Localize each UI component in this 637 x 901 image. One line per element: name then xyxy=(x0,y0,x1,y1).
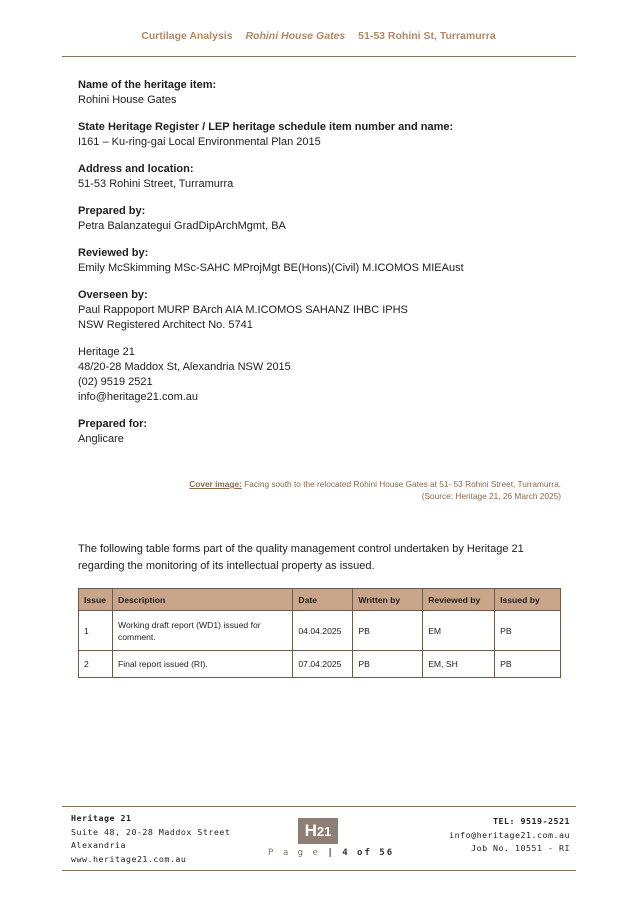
field-overseen-by xyxy=(78,288,578,333)
contact-email: info@heritage21.com.au xyxy=(78,391,199,403)
cell-description: Final report issued (RI). xyxy=(112,651,292,678)
field-reviewed-by xyxy=(78,246,578,276)
cell-date: 04.04.2025 xyxy=(293,611,353,651)
field-label: Name of the heritage item: xyxy=(78,79,217,91)
header-rule xyxy=(62,56,576,57)
page-separator: | xyxy=(327,848,335,858)
page-number xyxy=(268,848,394,858)
header-item-name: Rohini House Gates xyxy=(245,30,346,42)
cell-date: 07.04.2025 xyxy=(293,651,353,678)
table-row xyxy=(79,651,561,678)
page-label: P a g e xyxy=(268,848,320,858)
cell-written-by: PB xyxy=(353,651,423,678)
header-address: 51-53 Rohini St, Turramurra xyxy=(358,30,496,42)
cell-reviewed-by: EM, SH xyxy=(423,651,495,678)
report-details xyxy=(78,78,578,459)
field-label: Prepared for: xyxy=(78,418,148,430)
field-label: State Heritage Register / LEP heritage schedule item number and name: xyxy=(78,121,454,133)
column-header-written-by: Written by xyxy=(353,589,423,611)
field-prepared-by xyxy=(78,204,578,234)
footer-website-link[interactable]: www.heritage21.com.au xyxy=(71,853,187,864)
column-header-issued-by: Issued by xyxy=(495,589,561,611)
cover-image-source: (Source: Heritage 21, 26 March 2025) xyxy=(421,491,561,501)
contact-block xyxy=(78,345,578,405)
footer-rule-bottom xyxy=(62,870,576,871)
field-value: Anglicare xyxy=(78,433,124,445)
quality-control-table xyxy=(78,588,561,678)
field-value: Petra Balanzategui GradDipArchMgmt, BA xyxy=(78,220,286,232)
footer-suburb: Alexandria xyxy=(71,840,126,850)
footer-job-number: Job No. 10551 - RI xyxy=(471,843,570,853)
cell-description: Working draft report (WD1) issued for comment. xyxy=(112,611,292,651)
cell-issue: 1 xyxy=(79,611,113,651)
cell-issued-by: PB xyxy=(495,651,561,678)
column-header-issue: Issue xyxy=(79,589,113,611)
footer-address xyxy=(71,812,230,866)
field-label: Overseen by: xyxy=(78,289,148,301)
running-header xyxy=(0,30,637,42)
header-doc-type: Curtilage Analysis xyxy=(141,30,233,42)
footer-phone: TEL: 9519-2521 xyxy=(493,816,570,826)
contact-name: Heritage 21 xyxy=(78,346,135,358)
field-value: Rohini House Gates xyxy=(78,94,177,106)
field-value: Emily McSkimming MSc-SAHC MProjMgt BE(Hons)(Civil) M.ICOMOS MIEAust xyxy=(78,262,464,274)
footer-firm-name: Heritage 21 xyxy=(71,813,132,823)
field-value: Paul Rappoport MURP BArch AIA M.ICOMOS SAHANZ IHBC IPHS xyxy=(78,304,408,316)
cover-image-caption xyxy=(150,478,561,502)
cell-written-by: PB xyxy=(353,611,423,651)
column-header-description: Description xyxy=(112,589,292,611)
cell-issue: 2 xyxy=(79,651,113,678)
field-item-name xyxy=(78,78,578,108)
contact-address: 48/20-28 Maddox St, Alexandria NSW 2015 xyxy=(78,361,291,373)
logo-letter: H xyxy=(304,821,317,840)
field-label: Prepared by: xyxy=(78,205,146,217)
column-header-reviewed-by: Reviewed by xyxy=(423,589,495,611)
cell-reviewed-by: EM xyxy=(423,611,495,651)
field-label: Address and location: xyxy=(78,163,194,175)
field-schedule xyxy=(78,120,578,150)
logo-number: 21 xyxy=(316,824,332,839)
field-prepared-for xyxy=(78,417,578,447)
footer-email-link[interactable]: info@heritage21.com.au xyxy=(449,829,570,840)
footer-contact xyxy=(449,815,570,856)
contact-phone: (02) 9519 2521 xyxy=(78,376,153,388)
table-header-row xyxy=(79,589,561,611)
field-value-registration: NSW Registered Architect No. 5741 xyxy=(78,319,253,331)
field-value: 51-53 Rohini Street, Turramurra xyxy=(78,178,234,190)
footer-street: Suite 48, 20-28 Maddox Street xyxy=(71,826,231,837)
field-value: I161 – Ku-ring-gai Local Environmental Plan 2015 xyxy=(78,136,321,148)
table-row xyxy=(79,611,561,651)
field-address xyxy=(78,162,578,192)
field-label: Reviewed by: xyxy=(78,247,149,259)
cell-issued-by: PB xyxy=(495,611,561,651)
cover-image-label: Cover image: xyxy=(189,479,242,489)
intro-paragraph: The following table forms part of the quality management control undertaken by Heritage 21 regarding the monitoring of its intellectual property as issued. xyxy=(78,543,524,572)
heritage21-logo xyxy=(298,818,338,844)
column-header-date: Date xyxy=(293,589,353,611)
cover-image-text: Facing south to the relocated Rohini House Gates at 51- 53 Rohini Street, Turramurra. xyxy=(244,479,561,489)
page-count: 4 of 56 xyxy=(342,848,395,858)
footer-rule-top xyxy=(62,806,576,807)
